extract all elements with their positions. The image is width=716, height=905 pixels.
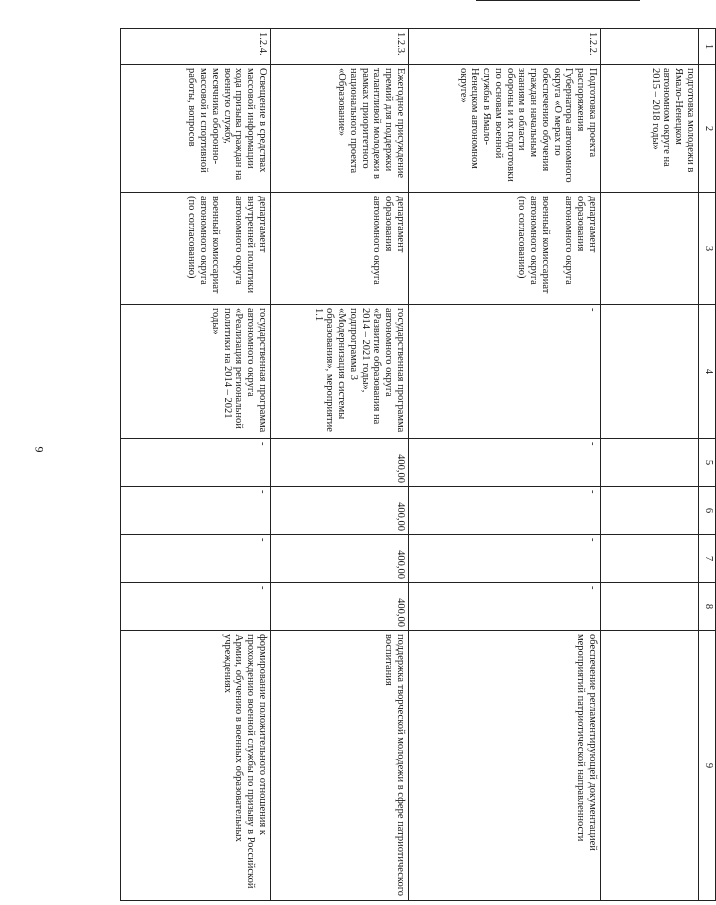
value-cell: 400,00 [271, 487, 409, 535]
row-number: 1.2.3. [271, 29, 409, 65]
header-rule [476, 0, 640, 1]
event-cell: Подготовка проекта распоряжения Губернатора автономного округа «О мерах по обеспечению обучения граждан начальным знаниям в области обороны и их подготовки по основам военной службы в Ямало-Ненецком автономном округе» [409, 65, 601, 193]
table-row [601, 29, 699, 901]
rotated-table-sheet [186, 28, 716, 900]
value-cell: 400,00 [271, 439, 409, 487]
column-header: 2 [699, 65, 716, 193]
column-header: 4 [699, 305, 716, 439]
executor-cell: департамент образования автономного округа [271, 193, 409, 305]
program-cell: государственная программа автономного округа «Развитие образования на 2014 – 2021 годы», подпрограмма 3 «Модернизация системы образования», мероприятие 1.1 [271, 305, 409, 439]
value-cell: - [409, 487, 601, 535]
program-cell [601, 305, 699, 439]
program-cell: - [409, 305, 601, 439]
value-cell: - [121, 583, 271, 631]
column-header: 8 [699, 583, 716, 631]
executor-cell: департамент образования автономного округа военный комиссариат автономного округа (по согласованию) [409, 193, 601, 305]
event-cell: Ежегодное присуждение премий для поддержки талантливой молодежи в рамках приоритетного национального проекта «Образование» [271, 65, 409, 193]
column-header: 3 [699, 193, 716, 305]
result-cell [601, 631, 699, 901]
executor-cell: департамент внутренней политики автономного округа военный комиссариат автономного округа (по согласованию) [121, 193, 271, 305]
value-cell: - [121, 535, 271, 583]
page-number: 9 [32, 446, 47, 453]
executor-cell [601, 193, 699, 305]
value-cell [601, 439, 699, 487]
value-cell: - [121, 439, 271, 487]
row-number [601, 29, 699, 65]
value-cell [601, 535, 699, 583]
result-cell: поддержка творческой молодежи в сфере патриотического воспитания [271, 631, 409, 901]
value-cell: - [121, 487, 271, 535]
result-cell: обеспечение регламентирующей документацией мероприятий патриотической направленности [409, 631, 601, 901]
event-cell: Освещение в средствах массовой информации хода призыва граждан на военную службу, месячника оборонно-массовой и спортивной работы, вопросов [121, 65, 271, 193]
table-row [409, 29, 601, 901]
result-cell: формирование положительного отношения к прохождению военной службы по призыву в Российской Армии, обучению в военных образовательных учреждениях [121, 631, 271, 901]
value-cell: 400,00 [271, 583, 409, 631]
value-cell [601, 583, 699, 631]
column-header: 1 [699, 29, 716, 65]
events-table [120, 28, 716, 901]
value-cell: - [409, 535, 601, 583]
table-row [121, 29, 271, 901]
value-cell [601, 487, 699, 535]
event-cell: подготовка молодежи в Ямало-Ненецком автономном округе на 2015 – 2018 годы» [601, 65, 699, 193]
column-header: 6 [699, 487, 716, 535]
value-cell: - [409, 439, 601, 487]
row-number: 1.2.4. [121, 29, 271, 65]
value-cell: 400,00 [271, 535, 409, 583]
row-number: 1.2.2. [409, 29, 601, 65]
column-header: 7 [699, 535, 716, 583]
program-cell: государственная программа автономного округа «Реализация региональной политики на 2014 – 2021 годы» [121, 305, 271, 439]
value-cell: - [409, 583, 601, 631]
table-row [271, 29, 409, 901]
column-header: 9 [699, 631, 716, 901]
column-number-row [699, 29, 716, 901]
column-header: 5 [699, 439, 716, 487]
